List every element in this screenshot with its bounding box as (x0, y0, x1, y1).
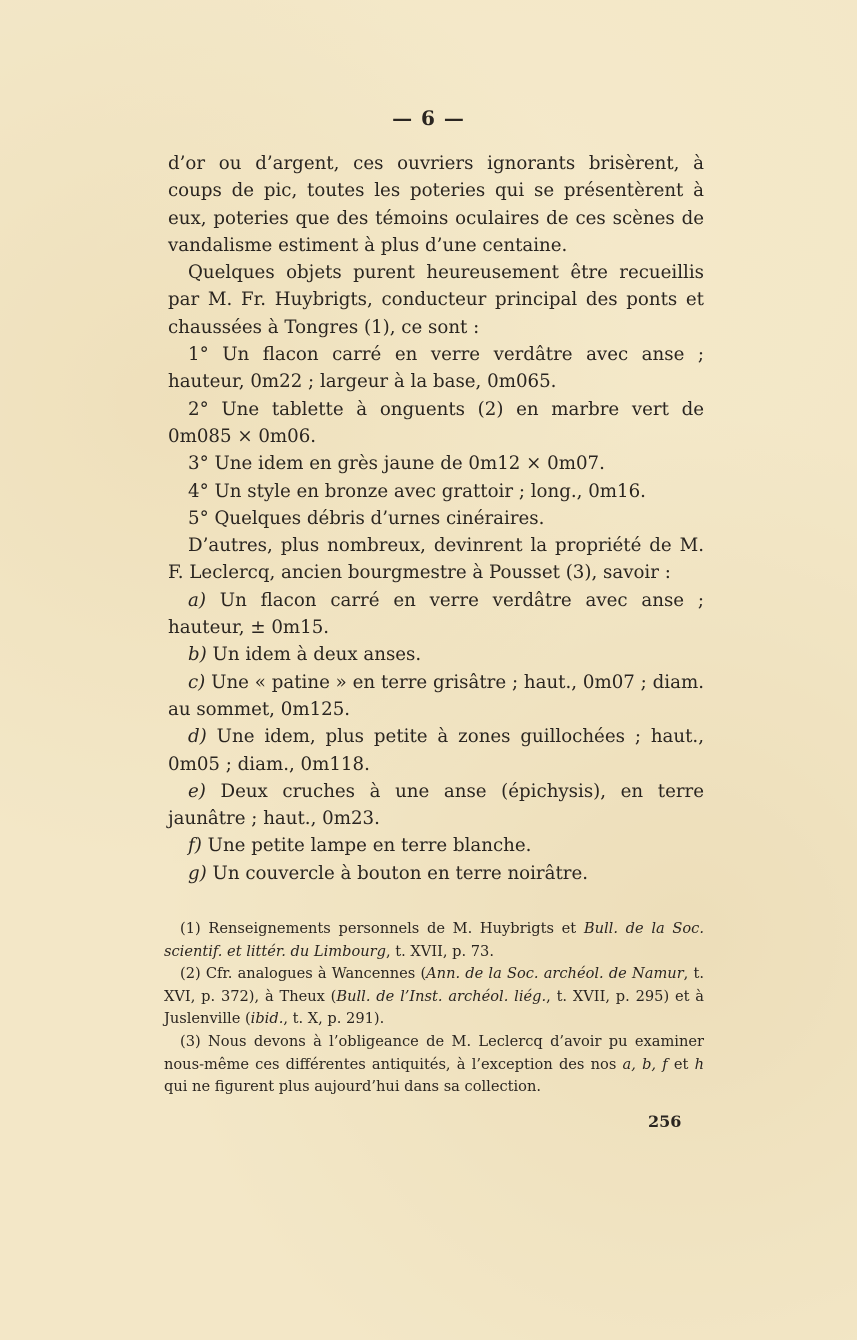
list-item-b (168, 641, 704, 668)
item-label: a) (188, 589, 206, 611)
paragraph-2: Quelques objets purent heureusement être recueillis par M. Fr. Huybrigts, conducteur principal des ponts et chaussées à Tongres (1), ce sont : (168, 262, 704, 338)
footnote-3 (164, 1031, 704, 1099)
item-label: c) (188, 671, 206, 693)
footnote-citation: Bull. de l’Inst. archéol. liég. (336, 987, 547, 1005)
footnote-citation: ibid. (250, 1010, 284, 1028)
footnote-text: (1) Renseignements personnels de M. Huybrigts et (180, 920, 584, 937)
footnote-text: (3) Nous devons à l’obligeance de M. Leclercq d’avoir pu examiner nous-même ces différentes antiquités, à l’exception des nos (164, 1032, 704, 1073)
item-text: Un idem à deux anses. (212, 644, 422, 666)
footnote-citation: Ann. de la Soc. archéol. de Namur (426, 965, 684, 983)
item-text: Deux cruches à une anse (épichysis), en terre jaunâtre ; haut., 0m23. (168, 780, 704, 830)
footnote-1 (164, 918, 704, 963)
list-item-2: 2° Une tablette à onguents (2) en marbre vert de 0m085 × 0m06. (168, 398, 704, 447)
body-text (168, 150, 704, 887)
footnote-citation: Bull. de la Soc. scientif. et littér. du Limbourg (164, 920, 704, 960)
item-label: e) (188, 780, 206, 802)
footnote-text: , t. XVII, p. 73. (385, 942, 494, 960)
paragraph-3: D’autres, plus nombreux, devinrent la propriété de M. F. Leclercq, ancien bourgmestre à Pousset (3), savoir : (168, 535, 704, 584)
list-item-a (168, 587, 704, 642)
signature-number: 256 (648, 1112, 682, 1131)
item-label: d) (188, 726, 207, 748)
item-label: b) (188, 644, 207, 666)
footnote-text: , t. XVI, p. 372), à Theux ( (164, 965, 704, 1005)
list-item-d (168, 723, 704, 778)
item-text: Un flacon carré en verre verdâtre avec anse ; hauteur, ± 0m15. (168, 589, 704, 639)
item-text: Une « patine » en terre grisâtre ; haut., 0m07 ; diam. au sommet, 0m125. (168, 671, 704, 720)
list-item-f (168, 832, 704, 859)
footnote-letters: a, b, f (622, 1055, 668, 1073)
list-item-1: 1° Un flacon carré en verre verdâtre avec anse ; hauteur, 0m22 ; largeur à la base, 0m065. (168, 344, 704, 393)
list-item-g (168, 860, 704, 887)
list-item-c (168, 669, 704, 724)
item-label: g) (188, 862, 207, 884)
list-item-5: 5° Quelques débris d’urnes cinéraires. (188, 507, 545, 529)
footnote-2 (164, 963, 704, 1031)
list-item-4: 4° Un style en bronze avec grattoir ; long., 0m16. (188, 480, 646, 502)
item-text: Une petite lampe en terre blanche. (207, 835, 532, 857)
list-item-3: 3° Une idem en grès jaune de 0m12 × 0m07. (188, 453, 605, 475)
item-label: f) (188, 835, 202, 857)
footnote-letters: h (694, 1055, 705, 1073)
paragraph-1: d’or ou d’argent, ces ouvriers ignorants brisèrent, à coups de pic, toutes les poteries qui se présentèrent à eux, poteries que des témoins oculaires de ces scènes de vandalisme estiment à plus d’une centaine. (168, 153, 704, 256)
page-number: — 6 — (392, 106, 465, 130)
footnote-text: (2) Cfr. analogues à Wancennes ( (180, 965, 427, 983)
list-item-e (168, 778, 704, 833)
footnote-text: qui ne figurent plus aujourd’hui dans sa collection. (164, 1078, 541, 1096)
item-text: Un couvercle à bouton en terre noirâtre. (212, 862, 589, 884)
footnote-text: et (667, 1055, 695, 1073)
item-text: Une idem, plus petite à zones guillochées ; haut., 0m05 ; diam., 0m118. (168, 726, 704, 775)
footnotes (164, 918, 704, 1099)
footnote-text: , t. XVII, p. 295) et à Juslenville ( (164, 987, 704, 1028)
footnote-text: , t. X, p. 291). (283, 1010, 385, 1028)
